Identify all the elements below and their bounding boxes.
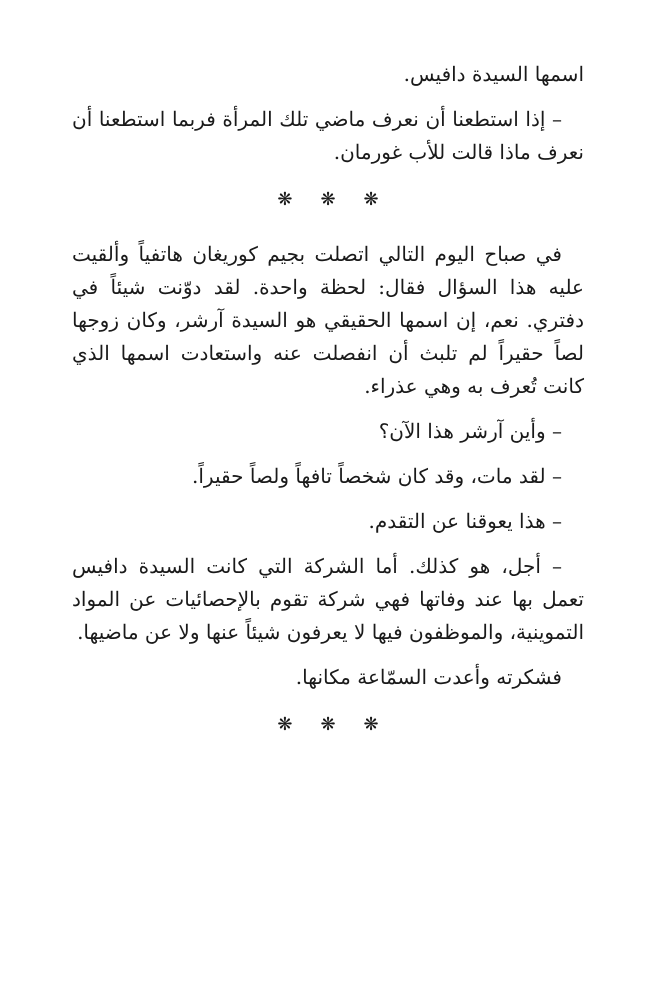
star-ornament-icon: ❋: [277, 714, 321, 735]
star-ornament-icon: ❋: [363, 714, 407, 735]
paragraph: – أجل، هو كذلك. أما الشركة التي كانت السيدة دافيس تعمل بها عند وفاتها فهي شركة تقوم بالإحصائيات عن المواد التموينية، والموظفون فيها لا يعرفون شيئاً عنها ولا عن ماضيها.: [72, 554, 584, 644]
paragraph: فشكرته وأعدت السمّاعة مكانها.: [295, 665, 562, 689]
paragraph: – هذا يعوقنا عن التقدم.: [368, 509, 562, 533]
paragraph: – وأين آرشر هذا الآن؟: [378, 419, 562, 443]
paragraph: اسمها السيدة دافيس.: [403, 62, 584, 86]
paragraph: – لقد مات، وقد كان شخصاً تافهاً ولصاً حقيراً.: [192, 464, 562, 488]
star-ornament-icon: ❋: [277, 189, 321, 210]
star-ornament-icon: ❋: [320, 189, 364, 210]
star-ornament-icon: ❋: [320, 714, 364, 735]
section-separator: [72, 183, 584, 216]
star-ornament-icon: ❋: [363, 189, 407, 210]
paragraph: في صباح اليوم التالي اتصلت بجيم كوريغان هاتفياً وألقيت عليه هذا السؤال فقال: لحظة واحدة. لقد دوّنت شيئاً في دفتري. نعم، إن اسمها الحقيقي هو السيدة آرشر، وكان زوجها لصاً حقيراً لم تلبث أن انفصلت عنه واستعادت اسمها الذي كانت تُعرف به وهي عذراء.: [72, 242, 584, 398]
document-page: [72, 58, 584, 763]
section-separator: [72, 708, 584, 741]
paragraph: – إذا استطعنا أن نعرف ماضي تلك المرأة فربما استطعنا أن نعرف ماذا قالت للأب غورمان.: [72, 107, 584, 164]
